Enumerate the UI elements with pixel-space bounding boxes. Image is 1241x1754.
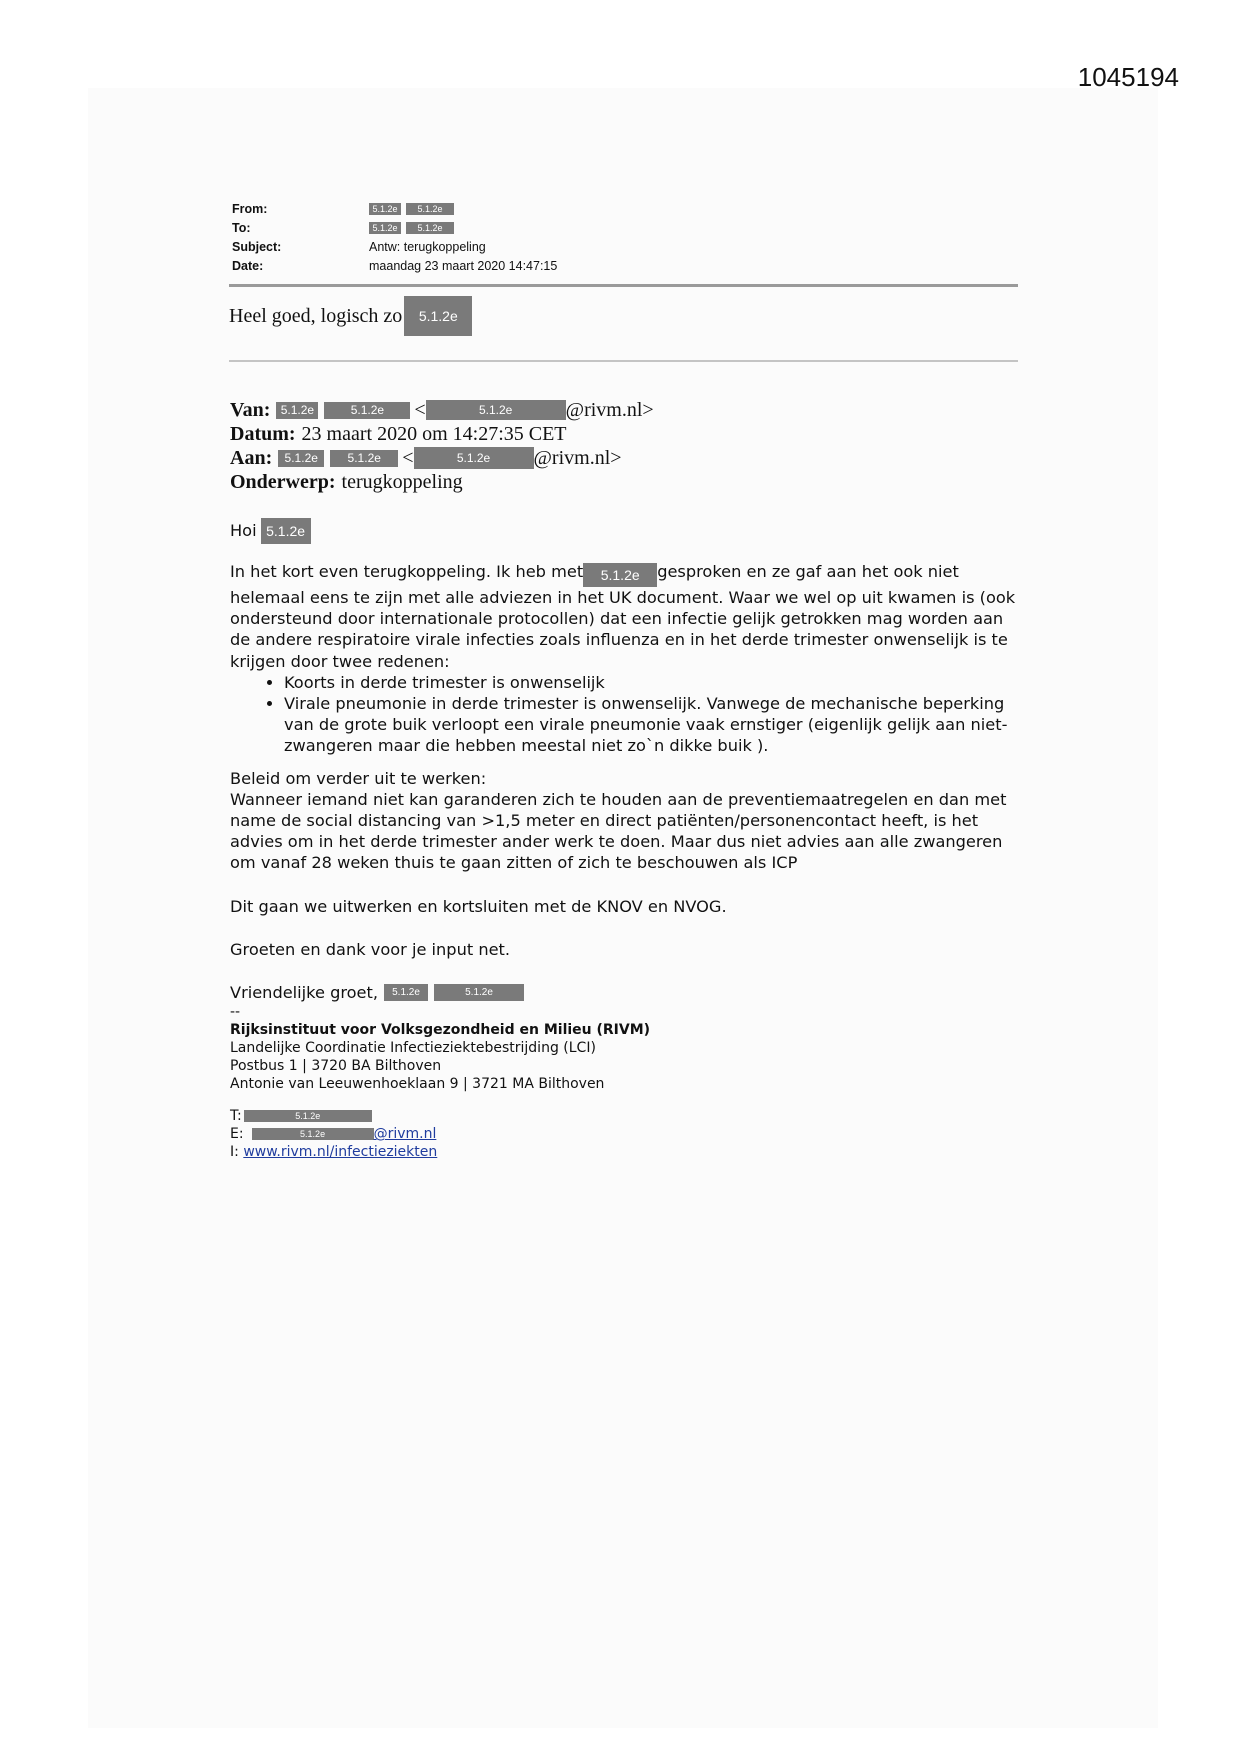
web-label: I:	[230, 1144, 239, 1161]
subject-label: Subject:	[232, 239, 282, 254]
redaction-box: 5.1.2e	[434, 984, 524, 1001]
quoted-onderwerp-row	[230, 470, 654, 494]
closing-line	[230, 982, 1020, 1003]
header-divider	[229, 284, 1018, 287]
reply-text: Heel goed, logisch zo	[229, 304, 403, 327]
paragraph-intro	[230, 561, 1020, 672]
redaction-box: 5.1.2e	[406, 203, 454, 215]
redaction-box: 5.1.2e	[324, 402, 410, 419]
website-link[interactable]: www.rivm.nl/infectieziekten	[243, 1144, 438, 1161]
signature-web-row	[230, 1143, 1020, 1161]
redaction-box: 5.1.2e	[330, 450, 398, 467]
redaction-box: 5.1.2e	[384, 984, 428, 1001]
redaction-box: 5.1.2e	[244, 1110, 372, 1122]
signature-address: Antonie van Leeuwenhoeklaan 9 | 3721 MA Bilthoven	[230, 1076, 605, 1093]
email-label: E:	[230, 1126, 244, 1143]
phone-label: T:	[230, 1108, 242, 1125]
quoted-van-row	[230, 398, 654, 422]
reply-divider	[229, 360, 1018, 362]
list-item: • Koorts in derde trimester is onwenselijk	[284, 672, 1020, 693]
signature-dash: --	[230, 1004, 241, 1021]
redaction-box: 5.1.2e	[414, 447, 534, 469]
to-label: To:	[232, 220, 251, 235]
signature-dept: Landelijke Coordinatie Infectieziektebestrijding (LCI)	[230, 1040, 596, 1057]
onderwerp-value: terugkoppeling	[341, 470, 463, 493]
quoted-aan-row	[230, 446, 654, 470]
quoted-datum-row	[230, 422, 654, 446]
email-body	[230, 518, 1020, 1161]
datum-label: Datum:	[230, 422, 296, 445]
signature-email-row	[230, 1125, 1020, 1143]
datum-value: 23 maart 2020 om 14:27:35 CET	[301, 422, 567, 445]
signature-postbus: Postbus 1 | 3720 BA Bilthoven	[230, 1058, 442, 1075]
from-label: From:	[232, 201, 268, 216]
van-label: Van:	[230, 398, 271, 421]
redaction-box: 5.1.2e	[276, 402, 318, 419]
redaction-box: 5.1.2e	[278, 450, 324, 467]
date-label: Date:	[232, 258, 264, 273]
email-domain: @rivm.nl>	[533, 446, 622, 469]
redaction-box: 5.1.2e	[583, 563, 657, 587]
email-open-bracket: <	[414, 398, 426, 421]
redaction-box: 5.1.2e	[404, 296, 472, 336]
email-domain: @rivm.nl>	[565, 398, 654, 421]
closing: Vriendelijke groet,	[230, 983, 379, 1003]
reasons-list	[230, 672, 1020, 757]
signature-phone-row	[230, 1107, 1020, 1125]
paragraph-followup: Dit gaan we uitwerken en kortsluiten met de KNOV en NVOG.	[230, 896, 727, 916]
list-item: • Virale pneumonie in derde trimester is onwenselijk. Vanwege de mechanische beperking van de grote buik verloopt een virale pneumonie vaak ernstiger (eigenlijk gelijk aan niet-zwangeren maar die hebben meestal niet zo`n dikke buik ).	[284, 693, 1020, 757]
greeting-line	[230, 518, 1020, 544]
beleid-text: Wanneer iemand niet kan garanderen zich te houden aan de preventiemaatregelen en dan met name de social distancing van >1,5 meter en direct patiënten/personencontact heeft, is het advies om in het derde trimester ander werk te doen. Maar dus niet advies aan alle zwangeren om vanaf 28 weken thuis te gaan zitten of zich te beschouwen als ICP	[230, 789, 1007, 873]
email-link[interactable]: @rivm.nl	[373, 1126, 437, 1143]
redaction-box: 5.1.2e	[406, 222, 454, 234]
date-value: maandag 23 maart 2020 14:47:15	[369, 258, 558, 273]
paragraph-intro-start: In het kort even terugkoppeling. Ik heb met	[230, 562, 584, 581]
redaction-box: 5.1.2e	[426, 400, 566, 420]
document-number: 1045194	[1077, 62, 1179, 92]
header-date-row	[232, 256, 557, 275]
paragraph-intro-rest: gesproken en ze gaf aan het ook niet helemaal eens te zijn met alle adviezen in het UK document. Waar we wel op uit kwamen is (ook ondersteund door internationale protocollen) dat een infectie gelijk getrokken mag worden aan de andere respiratoire virale infecties zoals influenza en in het derde trimester onwenselijk is te krijgen door twee redenen:	[230, 562, 1016, 671]
header-subject-row	[232, 237, 557, 256]
email-open-bracket: <	[402, 446, 414, 469]
subject-value: Antw: terugkoppeling	[369, 239, 486, 254]
paragraph-thanks: Groeten en dank voor je input net.	[230, 939, 511, 959]
redaction-box: 5.1.2e	[252, 1128, 374, 1140]
redaction-box: 5.1.2e	[369, 203, 401, 215]
beleid-title: Beleid om verder uit te werken:	[230, 768, 487, 788]
header-to-row	[232, 218, 557, 237]
email-header	[232, 199, 557, 275]
greeting: Hoi	[230, 521, 257, 541]
redaction-box: 5.1.2e	[261, 518, 311, 544]
quoted-header	[230, 398, 654, 494]
aan-label: Aan:	[230, 446, 273, 469]
signature	[230, 1003, 1020, 1161]
reply-line	[229, 296, 472, 336]
redaction-box: 5.1.2e	[369, 222, 401, 234]
signature-org: Rijksinstituut voor Volksgezondheid en Milieu (RIVM)	[230, 1022, 651, 1039]
header-from-row	[232, 199, 557, 218]
onderwerp-label: Onderwerp:	[230, 470, 336, 493]
